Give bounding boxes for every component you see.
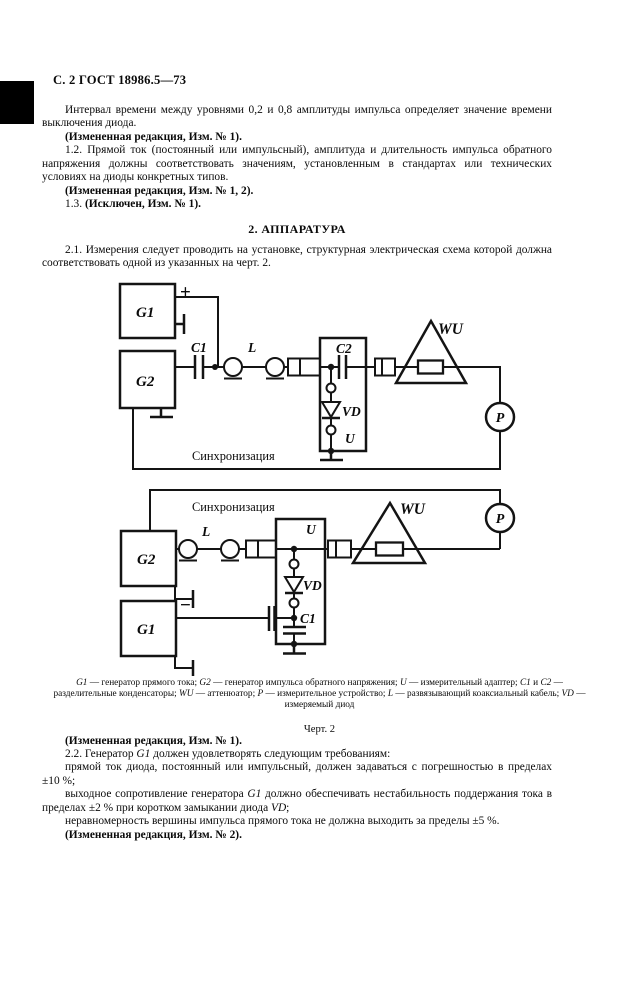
label-sync: Синхронизация (192, 448, 275, 463)
paragraph-amended-2: (Измененная редакция, Изм. № 2). (65, 828, 242, 841)
terminal-circle (327, 425, 336, 434)
junction-dot (291, 640, 297, 646)
wire (443, 367, 500, 403)
coax-cable-icon (224, 358, 242, 376)
label-u: U (306, 521, 316, 537)
coax-cable-icon (221, 540, 239, 558)
paragraph-req2: выходное сопротивление генератора G1 должно обеспечивать нестабильность поддержания тока в пределах ±2 % при коротком замыкании диода VD; (42, 788, 553, 814)
capacitor-c2 (339, 355, 346, 379)
label-p: P (495, 410, 505, 426)
g1-terminal (175, 314, 184, 334)
circuit-diagram-1 (98, 276, 558, 476)
diode-icon (285, 577, 303, 592)
paragraph-1-3: 1.3. (Исключен, Изм. № 1). (65, 198, 201, 211)
paragraph-1-2: 1.2. Прямой ток (постоянный или импульсный), амплитуда и длительность импульса обратного напряжения должны соответствовать значениям, установленным в стандартах или технических условиях на диоды конкретных типов. (42, 144, 552, 184)
resistor (376, 542, 403, 555)
g1-output-wire (175, 297, 218, 367)
capacitor-c1 (195, 355, 203, 379)
diagram1-wiring (120, 281, 514, 469)
section-heading-apparatus: 2. АППАРАТУРА (248, 221, 346, 236)
paragraph-2-1: 2.1. Измерения следует проводить на установке, структурная электрическая схема которой должна соответствовать одной из указанных на черт. 2. (42, 243, 552, 270)
capacitor-c1 (283, 627, 306, 634)
paragraph-amended-1: (Измененная редакция, Изм. № 1). (65, 130, 242, 143)
label-sync: Синхронизация (192, 499, 275, 514)
junction-dot (291, 614, 297, 620)
label-l: L (202, 523, 211, 539)
label-vd: VD (342, 403, 361, 419)
terminal-circle (290, 559, 299, 568)
label-l: L (248, 339, 257, 355)
label-g1: G1 (136, 304, 155, 321)
figure-caption: G1 — генератор прямого тока; G2 — генератор импульса обратного напряжения; U — измерительный адаптер; C1 и C2 — разделительные конденсаторы; WU — аттенюатор; P — измерительное устройство; L — развязывающий коаксиальный кабель; VD — измеряемый диод (53, 677, 586, 710)
feedthrough-capacitor (269, 606, 275, 631)
label-g2: G2 (137, 551, 156, 568)
ground-wire (175, 656, 193, 668)
ground-icon (150, 408, 173, 417)
junction-dot (328, 363, 334, 369)
connector (288, 358, 320, 375)
terminal-circle (290, 598, 299, 607)
resistor (418, 360, 443, 373)
coax-cable-icon (266, 358, 284, 376)
label-g1: G1 (137, 621, 156, 638)
scan-corner-artifact (0, 81, 34, 124)
label-wu: WU (400, 500, 425, 518)
paragraph-amended-1b: (Измененная редакция, Изм. № 1). (65, 734, 242, 747)
label-g2: G2 (136, 373, 155, 390)
junction-dot (328, 447, 334, 453)
label-c1: C1 (191, 339, 207, 355)
paragraph-req3: неравномерность вершины импульса прямого тока не должна выходить за пределы ±5 %. (65, 815, 500, 828)
label-p: P (495, 511, 505, 527)
connector (246, 540, 276, 557)
coax-cable-icon (179, 540, 197, 558)
document-content (42, 104, 586, 842)
diode-icon (322, 402, 340, 417)
minus-sign: − (180, 594, 191, 616)
circuit-diagram-2 (98, 476, 558, 676)
paragraph-2-2: 2.2. Генератор G1 должен удовлетворять следующим требованиям: (65, 747, 391, 760)
terminal-circle (327, 383, 336, 392)
label-c1: C1 (300, 610, 316, 626)
label-vd: VD (303, 577, 322, 593)
sync-return-wire (133, 408, 500, 469)
connector (375, 358, 395, 375)
paragraph-req1: прямой ток диода, постоянный или импульсный, должен задаваться с погрешностью в пределах ±10 %; (42, 761, 552, 787)
label-wu: WU (438, 320, 463, 338)
page-header: С. 2 ГОСТ 18986.5—73 (53, 73, 187, 87)
junction-dot (212, 364, 218, 370)
label-u: U (345, 430, 355, 446)
paragraph-interval: Интервал времени между уровнями 0,2 и 0,8 амплитуды импульса определяет значение времени выключения диода. (42, 104, 552, 130)
connector (328, 540, 351, 557)
plus-sign: + (180, 281, 191, 303)
label-c2: C2 (336, 340, 352, 356)
figure-label: Черт. 2 (303, 723, 336, 735)
scanned-gost-page (0, 73, 639, 998)
junction-dot (291, 545, 297, 551)
paragraph-amended-1-2: (Измененная редакция, Изм. № 1, 2). (65, 184, 254, 197)
